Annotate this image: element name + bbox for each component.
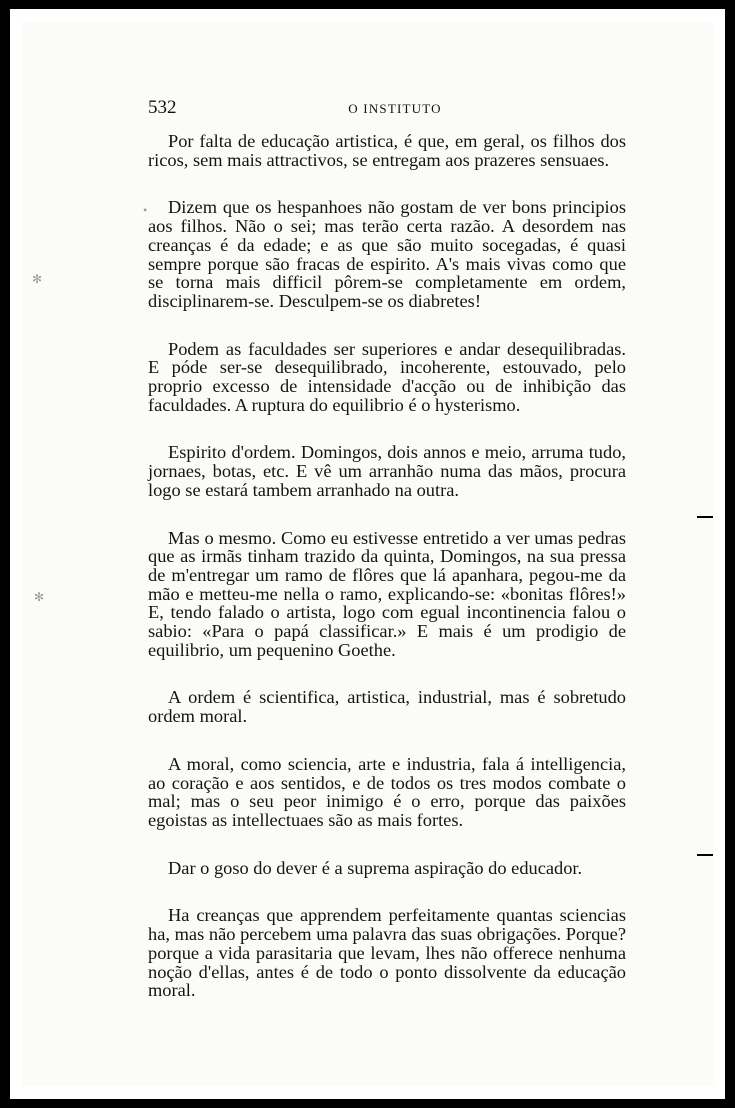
page-number: 532 <box>148 97 177 118</box>
body-text <box>148 132 626 1029</box>
paragraph: Por falta de educação artistica, é que, em geral, os filhos dos ricos, sem mais attractivos, se entregam aos prazeres sensuaes. <box>148 131 626 170</box>
paragraph: Ha creanças que apprendem perfeitamente quantas sciencias ha, mas não percebem uma palavra das suas obrigações. Porque? porque a vida parasitaria que levam, lhes não offerece nenhuma noção d'ellas, antes é de todo o ponto dissolvente da educação moral. <box>148 905 626 1001</box>
running-title: O INSTITUTO <box>348 101 442 116</box>
paragraph: Podem as faculdades ser superiores e andar desequilibradas. E póde ser-se desequilibrado, incoherente, estouvado, pelo proprio excesso de intensidade d'acção ou de inhibição das faculdades. A ruptura do equilibrio é o hysterismo. <box>148 338 626 415</box>
paragraph: Dizem que os hespanhoes não gostam de ver bons principios aos filhos. Não o sei; mas terão certa razão. A desordem nas creanças é da edade; e as que são muito socegadas, é quasi sempre porque são fracas de espirito. A's mais vivas como que se torna mais difficil pôrem-se completamente em ordem, disciplinarem-se. Desculpem-se os diabretes! <box>148 197 626 311</box>
paper-speck: ✻ <box>34 590 45 604</box>
page-header <box>148 97 628 119</box>
margin-tick <box>697 854 713 856</box>
paragraph: Mas o mesmo. Como eu estivesse entretido a ver umas pedras que as irmãs tinham trazido da quinta, Domingos, na sua pressa de m'entregar um ramo de flôres que lá apanhara, pegou-me da mão e metteu-me nella o ramo, explicando-se: «bonitas flôres!» E, tendo falado o artista, logo com egual incontinencia falou o sabio: «Para o papá classificar.» E mais é um prodigio de equilibrio, um pequenino Goethe. <box>148 527 626 660</box>
margin-tick <box>697 516 713 518</box>
paragraph: Dar o goso do dever é a suprema aspiração do educador. <box>168 857 583 878</box>
paragraph: A moral, como sciencia, arte e industria, fala á intelligencia, ao coração e aos sentidos, e de todos os tres modos combate o mal; mas o seu peor inimigo é o erro, porque das paixões egoistas as intellectuaes são as mais fortes. <box>148 753 626 830</box>
paragraph: A ordem é scientifica, artistica, industrial, mas é sobretudo ordem moral. <box>148 687 626 727</box>
paper-speck: ✻ <box>32 272 43 286</box>
paper-speck: • <box>143 203 148 217</box>
paragraph: Espirito d'ordem. Domingos, dois annos e meio, arruma tudo, jornaes, botas, etc. E vê um arranhão numa das mãos, procura logo se estará tambem arranhado na outra. <box>148 442 626 500</box>
